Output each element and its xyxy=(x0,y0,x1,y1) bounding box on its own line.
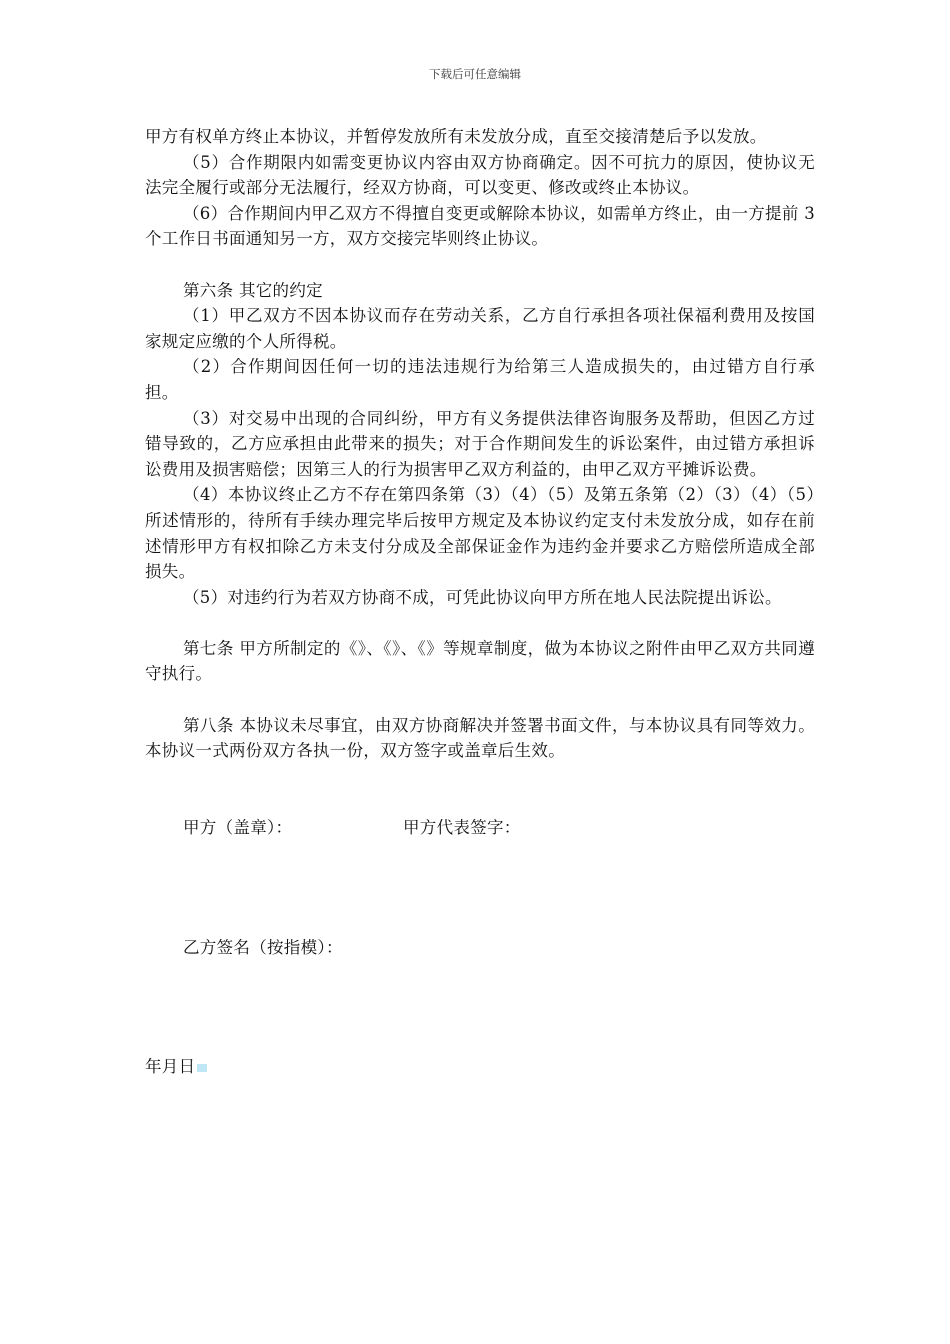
paragraph: 第七条 甲方所制定的《》、《》、《》等规章制度，做为本协议之附件由甲乙双方共同遵守执行。 xyxy=(145,638,815,684)
party-b-sign-label: 乙方签名（按指模）： xyxy=(183,937,343,957)
paragraph: （3）对交易中出现的合同纠纷，甲方有义务提供法律咨询服务及帮助，但因乙方过错导致的，乙方应承担由此带来的损失；对于合作期间发生的诉讼案件，由过错方承担诉讼费用及损害赔偿；因第三人的行为损害甲乙双方利益的，由甲乙双方平摊诉讼费。 xyxy=(145,408,815,479)
signature-space xyxy=(145,841,815,935)
party-a-rep-label: 甲方代表签字： xyxy=(403,818,521,838)
paragraph: 第八条 本协议未尽事宜，由双方协商解决并签署书面文件，与本协议具有同等效力。 本协议一式两份双方各执一份，双方签字或盖章后生效。 xyxy=(145,715,815,761)
cursor-mark-icon xyxy=(197,1064,207,1072)
party-a-seal-label: 甲方（盖章）： xyxy=(183,818,293,838)
blank-line xyxy=(145,687,815,713)
date-label: 年月日 xyxy=(145,1057,196,1077)
paragraph: （2）合作期间因任何一切的违法违规行为给第三人造成损失的，由过错方自行承担。 xyxy=(145,357,815,402)
page-header: 下载后可任意编辑 xyxy=(429,67,521,81)
blank-line xyxy=(145,610,815,636)
signature-space xyxy=(145,960,815,1054)
signature-row-a xyxy=(145,815,815,841)
date-line xyxy=(145,1054,815,1080)
paragraph: （5）对违约行为若双方协商不成，可凭此协议向甲方所在地人民法院提出诉讼。 xyxy=(183,587,782,607)
paragraph: （1）甲乙双方不因本协议而存在劳动关系，乙方自行承担各项社保福利费用及按国家规定应缴的个人所得税。 xyxy=(145,306,815,351)
section-heading: 第六条 其它的约定 xyxy=(183,280,323,300)
paragraph: （6）合作期间内甲乙双方不得擅自变更或解除本协议，如需单方终止，由一方提前 3 个工作日书面通知另一方，双方交接完毕则终止协议。 xyxy=(145,203,815,249)
paragraph: 甲方有权单方终止本协议，并暂停发放所有未发放分成，直至交接清楚后予以发放。 xyxy=(145,127,767,146)
blank-line xyxy=(145,252,815,278)
blank-line xyxy=(145,764,815,790)
paragraph: （4）本协议终止乙方不存在第四条第（3）（4）（5）及第五条第（2）（3）（4）（5）所述情形的，待所有手续办理完毕后按甲方规定及本协议约定支付未发放分成，如存在前述情形甲方有权扣除乙方未支付分成及全部保证金作为违约金并要求乙方赔偿所造成全部损失。 xyxy=(145,485,815,582)
document-body xyxy=(145,124,815,1080)
paragraph: （5）合作期限内如需变更协议内容由双方协商确定。因不可抗力的原因，使协议无法完全履行或部分无法履行，经双方协商，可以变更、修改或终止本协议。 xyxy=(145,152,815,198)
blank-line xyxy=(145,789,815,815)
